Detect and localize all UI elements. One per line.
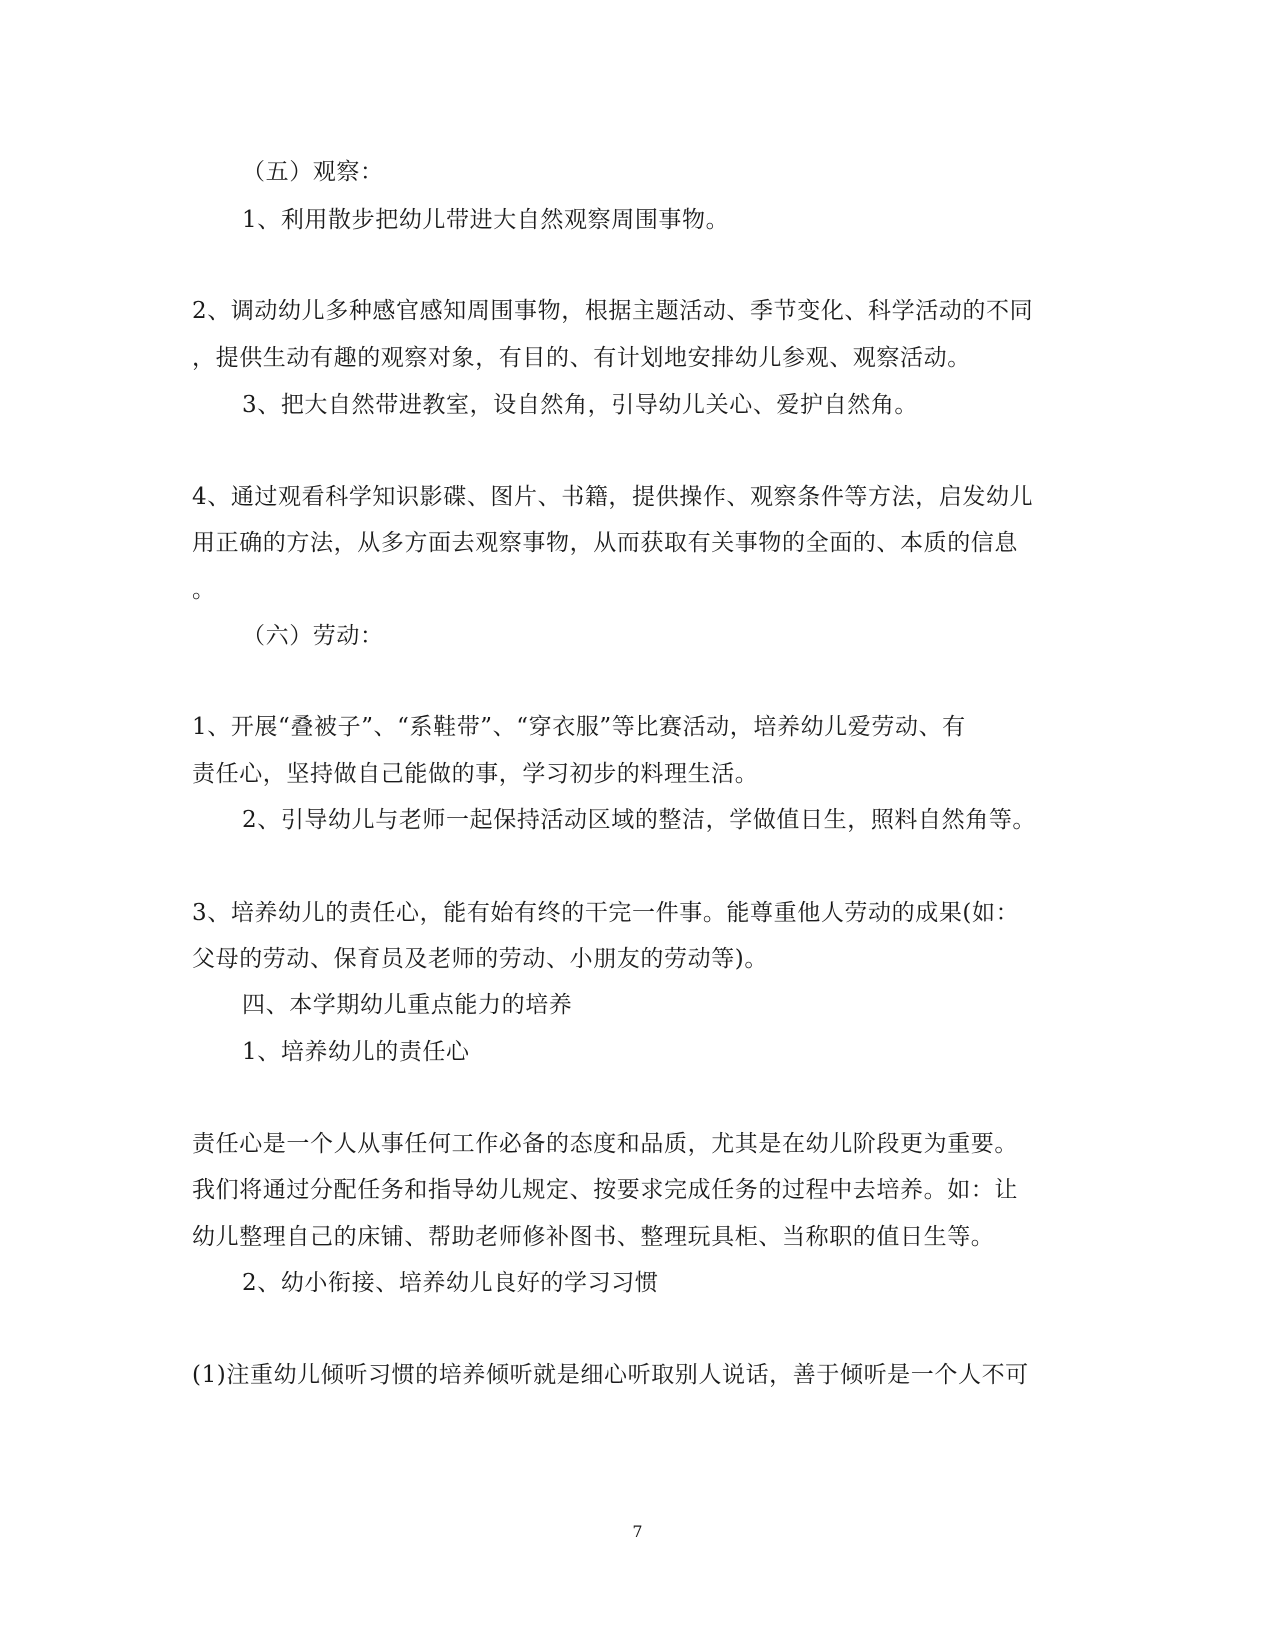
page-number: 7 (632, 1522, 643, 1541)
paragraph-line: 我们将通过分配任务和指导幼儿规定、按要求完成任务的过程中去培养。如：让 (192, 1177, 1018, 1203)
paragraph-line: 责任心，坚持做自己能做的事，学习初步的料理生活。 (192, 761, 759, 787)
section-heading-labor: （六）劳动： (242, 623, 384, 649)
subheading-responsibility: 1、培养幼儿的责任心 (242, 1039, 470, 1065)
paragraph-line: 2、调动幼儿多种感官感知周围事物，根据主题活动、季节变化、科学活动的不同 (192, 298, 1034, 324)
paragraph-line: ，提供生动有趣的观察对象，有目的、有计划地安排幼儿参观、观察活动。 (192, 345, 971, 371)
paragraph-line: 幼儿整理自己的床铺、帮助老师修补图书、整理玩具柜、当称职的值日生等。 (192, 1224, 995, 1250)
paragraph-line: 父母的劳动、保育员及老师的劳动、小朋友的劳动等)。 (192, 946, 768, 972)
paragraph-line: 1、开展“叠被子”、“系鞋带”、“穿衣服”等比赛活动，培养幼儿爱劳动、有 (192, 714, 966, 740)
paragraph-line: 。 (192, 577, 216, 603)
paragraph-line: 用正确的方法，从多方面去观察事物，从而获取有关事物的全面的、本质的信息 (192, 530, 1018, 556)
paragraph-line: 责任心是一个人从事任何工作必备的态度和品质，尤其是在幼儿阶段更为重要。 (192, 1131, 1018, 1157)
subheading-learning-habits: 2、幼小衔接、培养幼儿良好的学习习惯 (242, 1270, 659, 1296)
paragraph-line: 1、利用散步把幼儿带进大自然观察周围事物。 (242, 207, 730, 233)
paragraph-line: 3、把大自然带进教室，设自然角，引导幼儿关心、爱护自然角。 (242, 392, 919, 418)
section-heading-observation: （五）观察： (242, 159, 384, 185)
paragraph-line: 4、通过观看科学知识影碟、图片、书籍，提供操作、观察条件等方法，启发幼儿 (192, 484, 1034, 510)
paragraph-line: 2、引导幼儿与老师一起保持活动区域的整洁，学做值日生，照料自然角等。 (242, 807, 1037, 833)
paragraph-line: (1)注重幼儿倾听习惯的培养倾听就是细心听取别人说话，善于倾听是一个人不可 (192, 1362, 1029, 1388)
paragraph-line: 3、培养幼儿的责任心，能有始有终的干完一件事。能尊重他人劳动的成果(如： (192, 900, 1020, 926)
section-heading-key-abilities: 四、本学期幼儿重点能力的培养 (242, 992, 573, 1018)
